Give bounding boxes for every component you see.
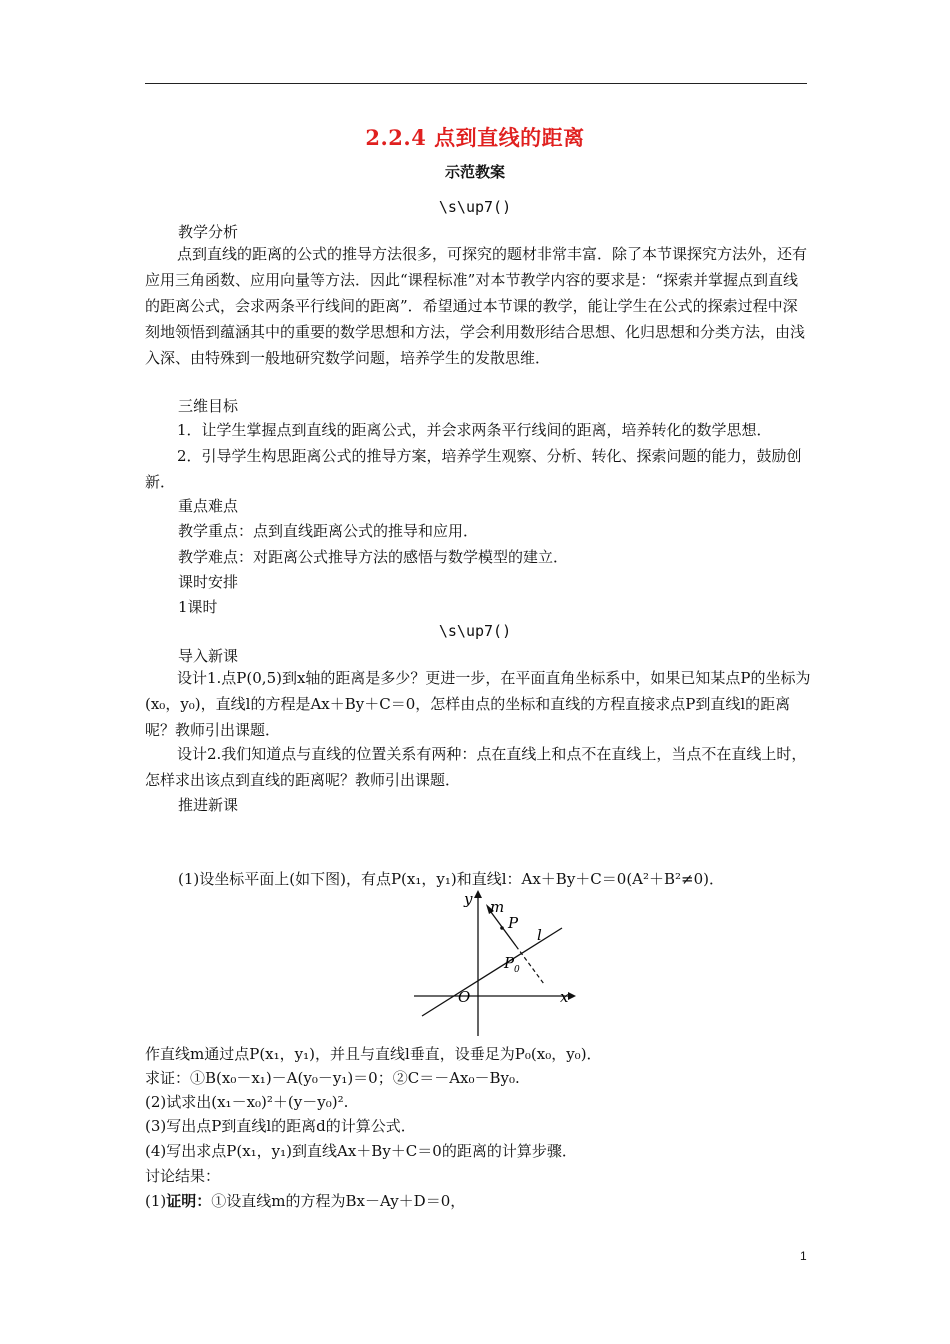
section-heading-analysis: 教学分析 (178, 223, 239, 241)
question-3: (3)写出点P到直线l的距离d的计算公式． (145, 1117, 416, 1135)
question-4: (4)写出求点P(x₁，y₁)到直线Ax＋By＋C＝0的距离的计算步骤． (145, 1142, 577, 1160)
page-title: 2.2.4 点到直线的距离 (365, 125, 585, 150)
x-axis-arrow-icon (568, 992, 576, 1000)
proof-prefix: (1) (145, 1192, 167, 1210)
label-l: l (537, 926, 542, 944)
section-heading-intro: 导入新课 (178, 647, 239, 665)
page-subtitle: 示范教案 (444, 163, 505, 181)
label-p: P (508, 914, 519, 932)
section-heading-schedule: 课时安排 (178, 573, 239, 591)
label-x: x (560, 988, 569, 1006)
y-axis-arrow-icon (474, 890, 482, 898)
proof-text: ①设直线m的方程为Bx－Ay＋D＝0， (211, 1192, 466, 1210)
schedule-value: 1课时 (178, 598, 218, 616)
prove-text: 求证：①B(x₀－x₁)－A(y₀－y₁)＝0；②C＝－Ax₀－By₀. (145, 1069, 520, 1087)
label-m: m (490, 898, 505, 916)
goal-item-1: 1．让学生掌握点到直线的距离公式，并会求两条平行线间的距离，培养转化的数学思想． (177, 421, 772, 439)
coordinate-figure (410, 888, 580, 1036)
design-1: 设计1.点P(0,5)到x轴的距离是多少？更进一步，在平面直角坐标系中，如果已知某点P的坐标为(x₀，y₀)，直线l的方程是Ax＋By＋C＝0，怎样由点的坐标和直线的方程直接求点P到直线l的距离呢？教师引出课题． (145, 669, 811, 739)
label-p0-subscript: 0 (514, 965, 520, 975)
analysis-paragraph: 点到直线的距离的公式的推导方法很多，可探究的题材非常丰富．除了本节课探究方法外，还有应用三角函数、应用向量等方法．因此“课程标准”对本节教学内容的要求是：“探索并掌握点到直线的距离公式，会求两条平行线间的距离”．希望通过本节课的教学，能让学生在公式的探索过程中深刻地领悟到蕴涵其中的重要的数学思想和方法，学会利用数形结合思想、化归思想和分类方法，由浅入深、由特殊到一般地研究数学问题，培养学生的发散思维． (145, 245, 808, 367)
goal-item-2: 2．引导学生构思距离公式的推导方案，培养学生观察、分析、转化、探索问题的能力，鼓励创新． (145, 447, 802, 491)
question-1: (1)设坐标平面上(如下图)，有点P(x₁，y₁)和直线l：Ax＋By＋C＝0(A²＋B²≠0)． (178, 870, 725, 888)
section-marker-2: \s\up7() (438, 622, 512, 640)
section-heading-goals: 三维目标 (178, 397, 239, 415)
header-rule (145, 83, 807, 84)
design-2: 设计2.我们知道点与直线的位置关系有两种：点在直线上和点不在直线上，当点不在直线上时，怎样求出该点到直线的距离呢？教师引出课题． (145, 745, 807, 789)
label-origin: O (458, 988, 471, 1006)
proof-line (145, 1191, 465, 1211)
proof-label: 证明： (166, 1192, 212, 1210)
question-2: (2)试求出(x₁－x₀)²＋(y－y₀)². (145, 1093, 349, 1111)
label-p0: P (504, 954, 515, 972)
label-y: y (464, 890, 473, 908)
perpendicular-dashed-line (516, 946, 544, 984)
difficult-point: 教学难点：对距离公式推导方法的感悟与数学模型的建立． (178, 548, 569, 566)
section-marker: \s\up7() (438, 198, 512, 216)
key-point: 教学重点：点到直线距离公式的推导和应用． (178, 522, 479, 540)
point-p (500, 926, 504, 930)
discussion-heading: 讨论结果： (145, 1167, 221, 1185)
section-heading-keys: 重点难点 (178, 497, 239, 515)
section-heading-new: 推进新课 (178, 796, 239, 814)
make-line-text: 作直线m通过点P(x₁，y₁)，并且与直线l垂直，设垂足为P₀(x₀，y₀)． (145, 1045, 602, 1063)
page-number: 1 (800, 1249, 807, 1263)
